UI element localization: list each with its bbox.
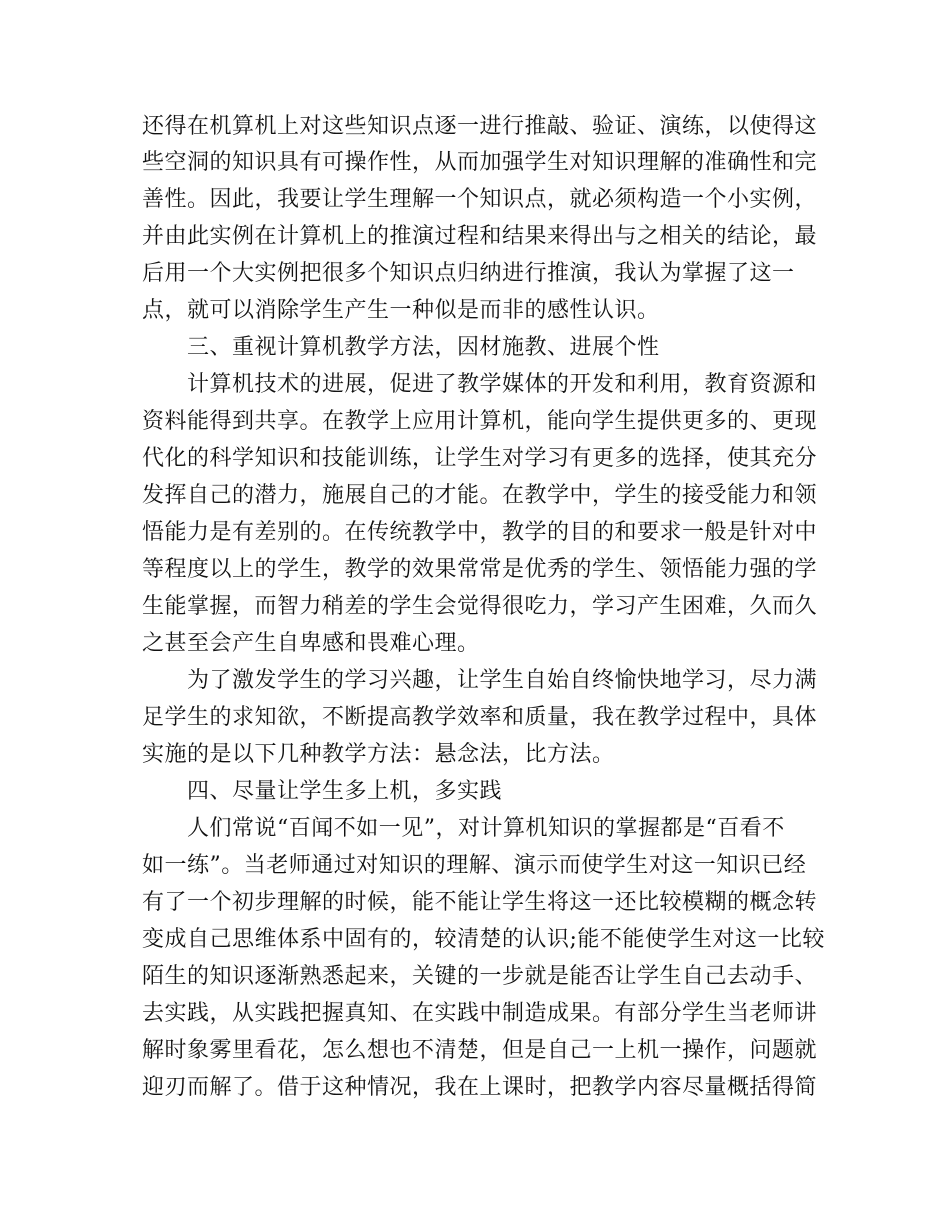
text-line: 变成自己思维体系中固有的，较清楚的认识;能不能使学生对这一比较 <box>142 927 825 952</box>
text-line: 解时象雾里看花，怎么想也不清楚，但是自己一上机一操作，问题就 <box>142 1038 818 1063</box>
text-line: 并由此实例在计算机上的推演过程和结果来得出与之相关的结论，最 <box>142 224 818 249</box>
text-line: 陌生的知识逐渐熟悉起来，关键的一步就是能否让学生自己去动手、 <box>142 964 818 989</box>
text-line: 之甚至会产生自卑感和畏难心理。 <box>142 631 480 656</box>
text-line: 迎刃而解了。借于这种情况，我在上课时，把教学内容尽量概括得简 <box>142 1075 818 1100</box>
text-line: 后用一个大实例把很多个知识点归纳进行推演，我认为掌握了这一 <box>142 261 795 286</box>
text-line: 善性。因此，我要让学生理解一个知识点，就必须构造一个小实例， <box>142 187 818 212</box>
text-line: 发挥自己的潜力，施展自己的才能。在教学中，学生的接受能力和领 <box>142 483 818 508</box>
text-line: 足学生的求知欲，不断提高教学效率和质量，我在教学过程中，具体 <box>142 705 818 730</box>
text-line: 去实践，从实践把握真知、在实践中制造成果。有部分学生当老师讲 <box>142 1001 818 1026</box>
text-line: 些空洞的知识具有可操作性，从而加强学生对知识理解的准确性和完 <box>142 150 818 175</box>
text-line: 代化的科学知识和技能训练，让学生对学习有更多的选择，使其充分 <box>142 446 818 471</box>
text-line: 等程度以上的学生，教学的效果常常是优秀的学生、领悟能力强的学 <box>142 557 818 582</box>
text-line: 计算机技术的进展，促进了教学媒体的开发和利用，教育资源和 <box>187 372 818 397</box>
text-line: 人们常说“百闻不如一见”，对计算机知识的掌握都是“百看不 <box>187 816 785 841</box>
text-line: 生能掌握，而智力稍差的学生会觉得很吃力，学习产生困难，久而久 <box>142 594 818 619</box>
text-line: 如一练”。当老师通过对知识的理解、演示而使学生对这一知识已经 <box>142 853 807 878</box>
text-line: 实施的是以下几种教学方法：悬念法，比方法。 <box>142 742 615 767</box>
text-line: 还得在机算机上对这些知识点逐一进行推敲、验证、演练，以使得这 <box>142 114 818 139</box>
text-line: 悟能力是有差别的。在传统教学中，教学的目的和要求一般是针对中 <box>142 520 818 545</box>
section-heading: 四、尽量让学生多上机，多实践 <box>187 779 503 804</box>
text-line: 点，就可以消除学生产生一种似是而非的感性认识。 <box>142 298 660 323</box>
text-line: 有了一个初步理解的时候，能不能让学生将这一还比较模糊的概念转 <box>142 890 818 915</box>
text-line: 资料能得到共享。在教学上应用计算机，能向学生提供更多的、更现 <box>142 409 818 434</box>
section-heading: 三、重视计算机教学方法，因材施教、进展个性 <box>187 335 660 360</box>
text-line: 为了激发学生的学习兴趣，让学生自始自终愉快地学习，尽力满 <box>187 668 818 693</box>
